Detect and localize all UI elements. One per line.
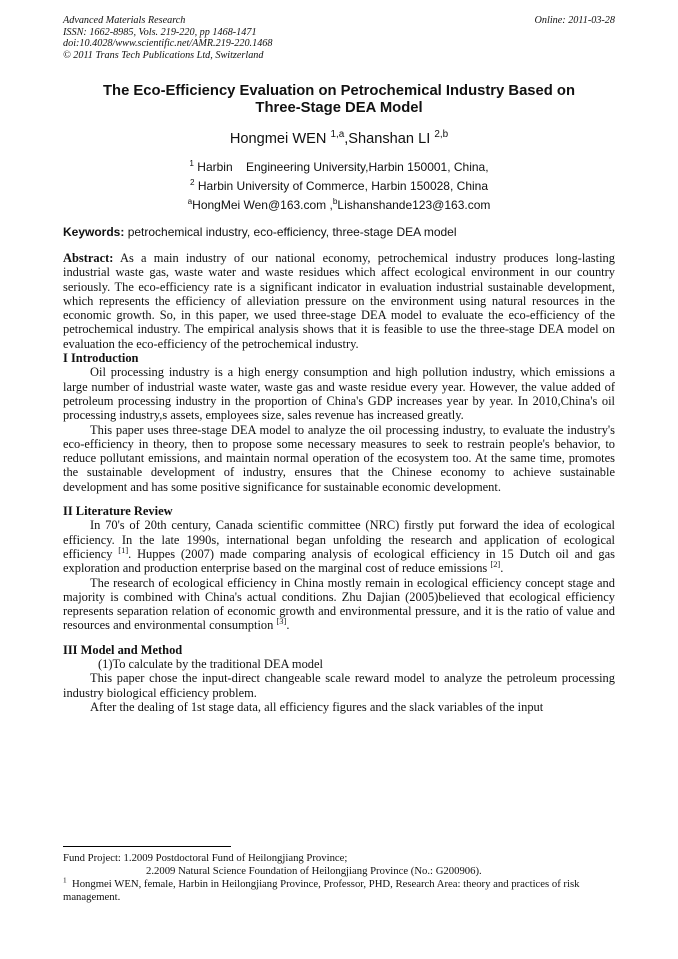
author-list [63,130,615,148]
lit-p1-part-a: In 70's of 20th century, Canada scientific committee (NRC) firstly put forward the idea of ecological efficiency. In the late 1990s, international began unfolding the research and application of ecological efficiency [63,518,615,561]
citation-3[interactable]: [3] [276,616,287,627]
abstract-label: Abstract: [63,251,114,265]
author-2-sup: 2,b [434,129,449,141]
affiliation-2-sup: 2 [189,178,195,187]
abstract-text: As a main industry of our national economy, petrochemical industry produces long-lasting industrial waste gas, waste water and waste residues which affect ecological environment in our country seriously. The eco-efficiency rate is a significant indicator in evaluation industrial sustainable development, which represents the efficiency of alleviation pressure on the environment using natural resources in the economic growth. So, in this paper, we used three-stage DEA model to evaluate the eco-efficiency of the petrochemical industry. The empirical analysis shows that it is feasible to use the three-stage DEA model on evaluation the eco-efficiency of the petrochemical industry. [63,251,615,351]
model-paragraph-2: After the dealing of 1st stage data, all efficiency figures and the slack variables of the input [90,699,544,714]
lit-p2-part-a: The research of ecological efficiency in China mostly remain in ecological efficiency concept stage and majority is combined with China's actual conditions. Zhu Dajian (2005)believed that ecological efficiency represents separation relation of economic growth and environmental pressure, and it is the ratio of value and resources and environmental consumption [63,575,615,633]
author-separator: , [344,131,349,147]
keywords-text: petrochemical industry, eco-efficiency, three-stage DEA model [124,225,457,239]
affiliation-1 [63,160,615,174]
lit-p1-part-c: . [500,561,504,576]
author-1-sup: 1,a [330,129,345,141]
journal-name: Advanced Materials Research [63,15,186,26]
citation-2[interactable]: [2] [490,559,501,570]
author-footnote-text: Hongmei WEN, female, Harbin in Heilongjiang Province, Professor, PHD, Research Area: theory and practices of risk management. [63,878,583,904]
literature-paragraph-1 [63,518,615,575]
author-2: Shanshan LI [348,131,431,147]
email-line [63,198,615,212]
email-a-sup: a [187,197,193,206]
email-b[interactable]: Lishanshande123@163.com [337,198,491,212]
paper-body [63,251,615,714]
section-heading-model: III Model and Method [63,642,183,657]
copyright-line: © 2011 Trans Tech Publications Ltd, Switzerland [63,49,264,61]
citation-1[interactable]: [1] [118,544,129,555]
lit-p1-part-b: . Huppes (2007) made comparing analysis of ecological efficiency in 15 Dutch oil and gas exploration and production enterprise based on the marginal cost of reduce emissions [63,546,615,576]
affiliation-2-text: Harbin University of Commerce, Harbin 150028, China [197,179,489,193]
author-footnote-sup: 1 [63,876,67,885]
keywords [63,225,623,239]
online-date: Online: 2011-03-28 [534,15,615,26]
paper-title [63,83,615,117]
affiliation-2 [63,179,615,193]
intro-paragraph-1: Oil processing industry is a high energy consumption and high pollution industry, which emissions a large number of industrial waste water, waste gas and waste residue every year. However, the value added of petroleum processing industry in the proportion of China's GDP increases year by year. In 2010,China's oil processing industry,s assets, employees size, sales revenue has increased greatly. [63,365,615,423]
model-paragraph-1: This paper chose the input-direct changeable scale reward model to analyze the petroleum processing industry biological efficiency problem. [63,671,615,700]
section-heading-introduction: I Introduction [63,351,139,366]
author-footnote [63,878,615,904]
title-line-2: Three-Stage DEA Model [255,100,423,116]
journal-header [63,15,615,61]
email-a[interactable]: HongMei Wen@163.com , [192,198,333,212]
abstract [63,251,615,351]
fund-line-1: Fund Project: 1.2009 Postdoctoral Fund of Heilongjiang Province; [63,852,348,864]
email-b-sup: b [332,197,338,206]
section-heading-literature: II Literature Review [63,504,173,519]
footnotes [63,852,615,904]
literature-paragraph-2 [63,576,615,633]
footnote-divider [63,846,231,847]
lit-p2-part-b: . [286,618,290,633]
title-line-1: The Eco-Efficiency Evaluation on Petrochemical Industry Based on [103,83,575,99]
doi-line: doi:10.4028/www.scientific.net/AMR.219-220.1468 [63,38,273,50]
intro-paragraph-2: This paper uses three-stage DEA model to analyze the oil processing industry, to evaluate the industry's eco-efficiency in theory, then to propose some necessary measures to seek to restrain people's behavior, to reduce pollutant emissions, and maintain normal operation of the ecosystem too. At the same time, promotes the sustainable development of industry, ensures that the Chinese economy to achieve sustainable development and has some positive significance for sustainable economic development. [63,422,615,494]
author-1: Hongmei WEN [229,131,327,147]
issn-line: ISSN: 1662-8985, Vols. 219-220, pp 1468-1471 [63,26,257,38]
affiliation-1-text: Harbin Engineering University,Harbin 150001, China, [197,160,489,174]
model-subheading: (1)To calculate by the traditional DEA model [98,657,324,672]
fund-line-2: 2.2009 Natural Science Foundation of Heilongjiang Province (No.: G200906). [146,865,482,878]
keywords-label: Keywords: [63,225,125,239]
affiliation-1-sup: 1 [189,159,194,168]
